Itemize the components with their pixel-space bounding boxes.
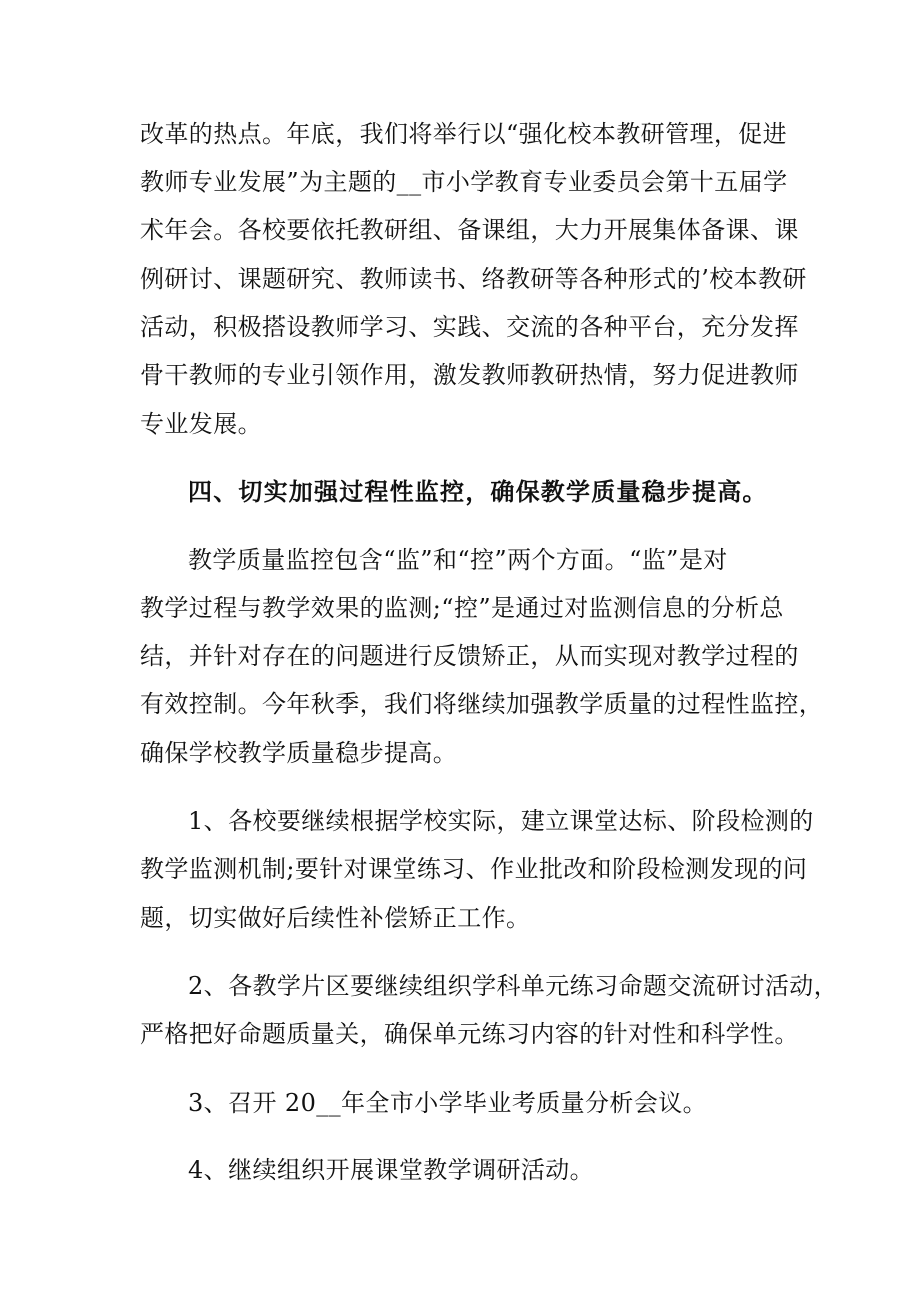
- paragraph-line: 活动，积极搭设教师学习、实践、交流的各种平台，充分发挥: [140, 313, 799, 341]
- paragraph-line: 有效控制。今年秋季，我们将继续加强教学质量的过程性监控，: [140, 690, 824, 718]
- paragraph-line: 结，并针对存在的问题进行反馈矫正，从而实现对教学过程的: [140, 642, 799, 670]
- list-item-line: 4、继续组织开展课堂教学调研活动。: [188, 1156, 595, 1184]
- paragraph-line: 教学质量监控包含“监”和“控”两个方面。“监”是对: [188, 546, 728, 574]
- list-item-line: 严格把好命题质量关，确保单元练习内容的针对性和科学性。: [140, 1020, 799, 1048]
- paragraph-line: 确保学校教学质量稳步提高。: [140, 739, 458, 767]
- paragraph-line: 骨干教师的专业引领作用，激发教师教研热情，努力促进教师: [140, 361, 799, 389]
- paragraph-line: 术年会。各校要依托教研组、备课组，大力开展集体备课、课: [140, 216, 799, 244]
- list-item-line: 1、各校要继续根据学校实际，建立课堂达标、阶段检测的: [188, 807, 814, 835]
- section-heading: 四、切实加强过程性监控，确保教学质量稳步提高。: [188, 477, 768, 506]
- paragraph-line: 教师专业发展”为主题的__市小学教育专业委员会第十五届学: [140, 168, 788, 196]
- list-item-line: 题，切实做好后续性补偿矫正工作。: [140, 904, 531, 932]
- paragraph-line: 专业发展。: [140, 410, 262, 438]
- list-item-line: 2、各教学片区要继续组织学科单元练习命题交流研讨活动，: [188, 972, 839, 1000]
- paragraph-line: 教学过程与教学效果的监测;“控”是通过对监测信息的分析总: [140, 594, 784, 622]
- list-item-line: 教学监测机制;要针对课堂练习、作业批改和阶段检测发现的问: [140, 855, 808, 883]
- paragraph-line: 改革的热点。年底，我们将举行以“强化校本教研管理，促进: [140, 120, 788, 148]
- paragraph-line: 例研讨、课题研究、教师读书、络教研等各种形式的’校本教研: [140, 265, 807, 293]
- list-item-line: 3、召开 20__年全市小学毕业考质量分析会议。: [188, 1089, 708, 1117]
